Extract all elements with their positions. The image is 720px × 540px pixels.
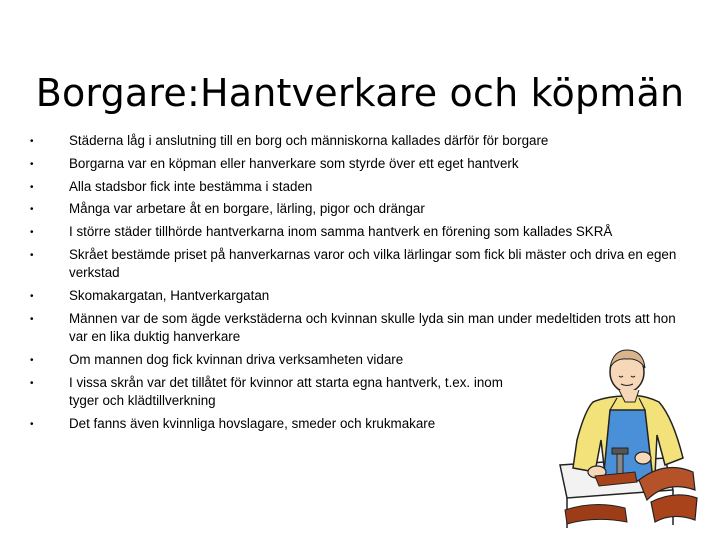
bullet-text: Borgarna var en köpman eller hanverkare som styrde över ett eget hantverk: [69, 155, 519, 171]
bullet-icon: •: [30, 158, 34, 170]
bullet-text: Många var arbetare åt en borgare, lärling, pigor och drängar: [69, 201, 425, 217]
list-item: [30, 153, 690, 176]
list-item: [30, 221, 690, 244]
bullet-icon: •: [30, 249, 34, 261]
bullet-icon: •: [30, 227, 34, 239]
bullet-text: I större städer tillhörde hantverkarna inom samma hantverk en förening som kallades SKRÅ: [69, 224, 613, 240]
bullet-text: I vissa skrån var det tillåtet för kvinnor att starta egna hantverk, t.ex. inom tyger och klädtillverkning: [69, 374, 503, 408]
list-item: [30, 244, 690, 285]
list-item: [30, 198, 690, 221]
bullet-text: Städerna låg i anslutning till en borg och människorna kallades därför för borgare: [69, 133, 549, 148]
bullet-text: Skomakargatan, Hantverkargatan: [69, 287, 270, 303]
shoemaker-clipart-icon: [555, 340, 700, 530]
list-item: [30, 176, 690, 199]
bullet-text: Om mannen dog fick kvinnan driva verksamheten vidare: [69, 351, 404, 367]
bullet-icon: •: [30, 354, 34, 366]
bullet-icon: •: [30, 181, 34, 193]
bullet-text: Skrået bestämde priset på hanverkarnas varor och vilka lärlingar som fick bli mäster och driva en egen verkstad: [69, 246, 677, 280]
bullet-icon: •: [30, 204, 34, 216]
bullet-text: Alla stadsbor fick inte bestämma i staden: [69, 178, 313, 194]
bullet-icon: •: [30, 290, 34, 302]
bullet-text: Männen var de som ägde verkstäderna och kvinnan skulle lyda sin man under medeltiden trots att hon var en lika duktig hanverkare: [69, 310, 676, 344]
page-title: Borgare:Hantverkare och köpmän: [35, 71, 685, 116]
bullet-text: Det fanns även kvinnliga hovslagare, smeder och krukmakare: [69, 415, 436, 431]
bullet-icon: •: [30, 313, 34, 325]
bullet-icon: •: [30, 377, 34, 389]
list-item: [30, 285, 690, 308]
list-item: [30, 130, 690, 153]
bullet-icon: •: [30, 136, 34, 147]
bullet-icon: •: [30, 418, 34, 430]
